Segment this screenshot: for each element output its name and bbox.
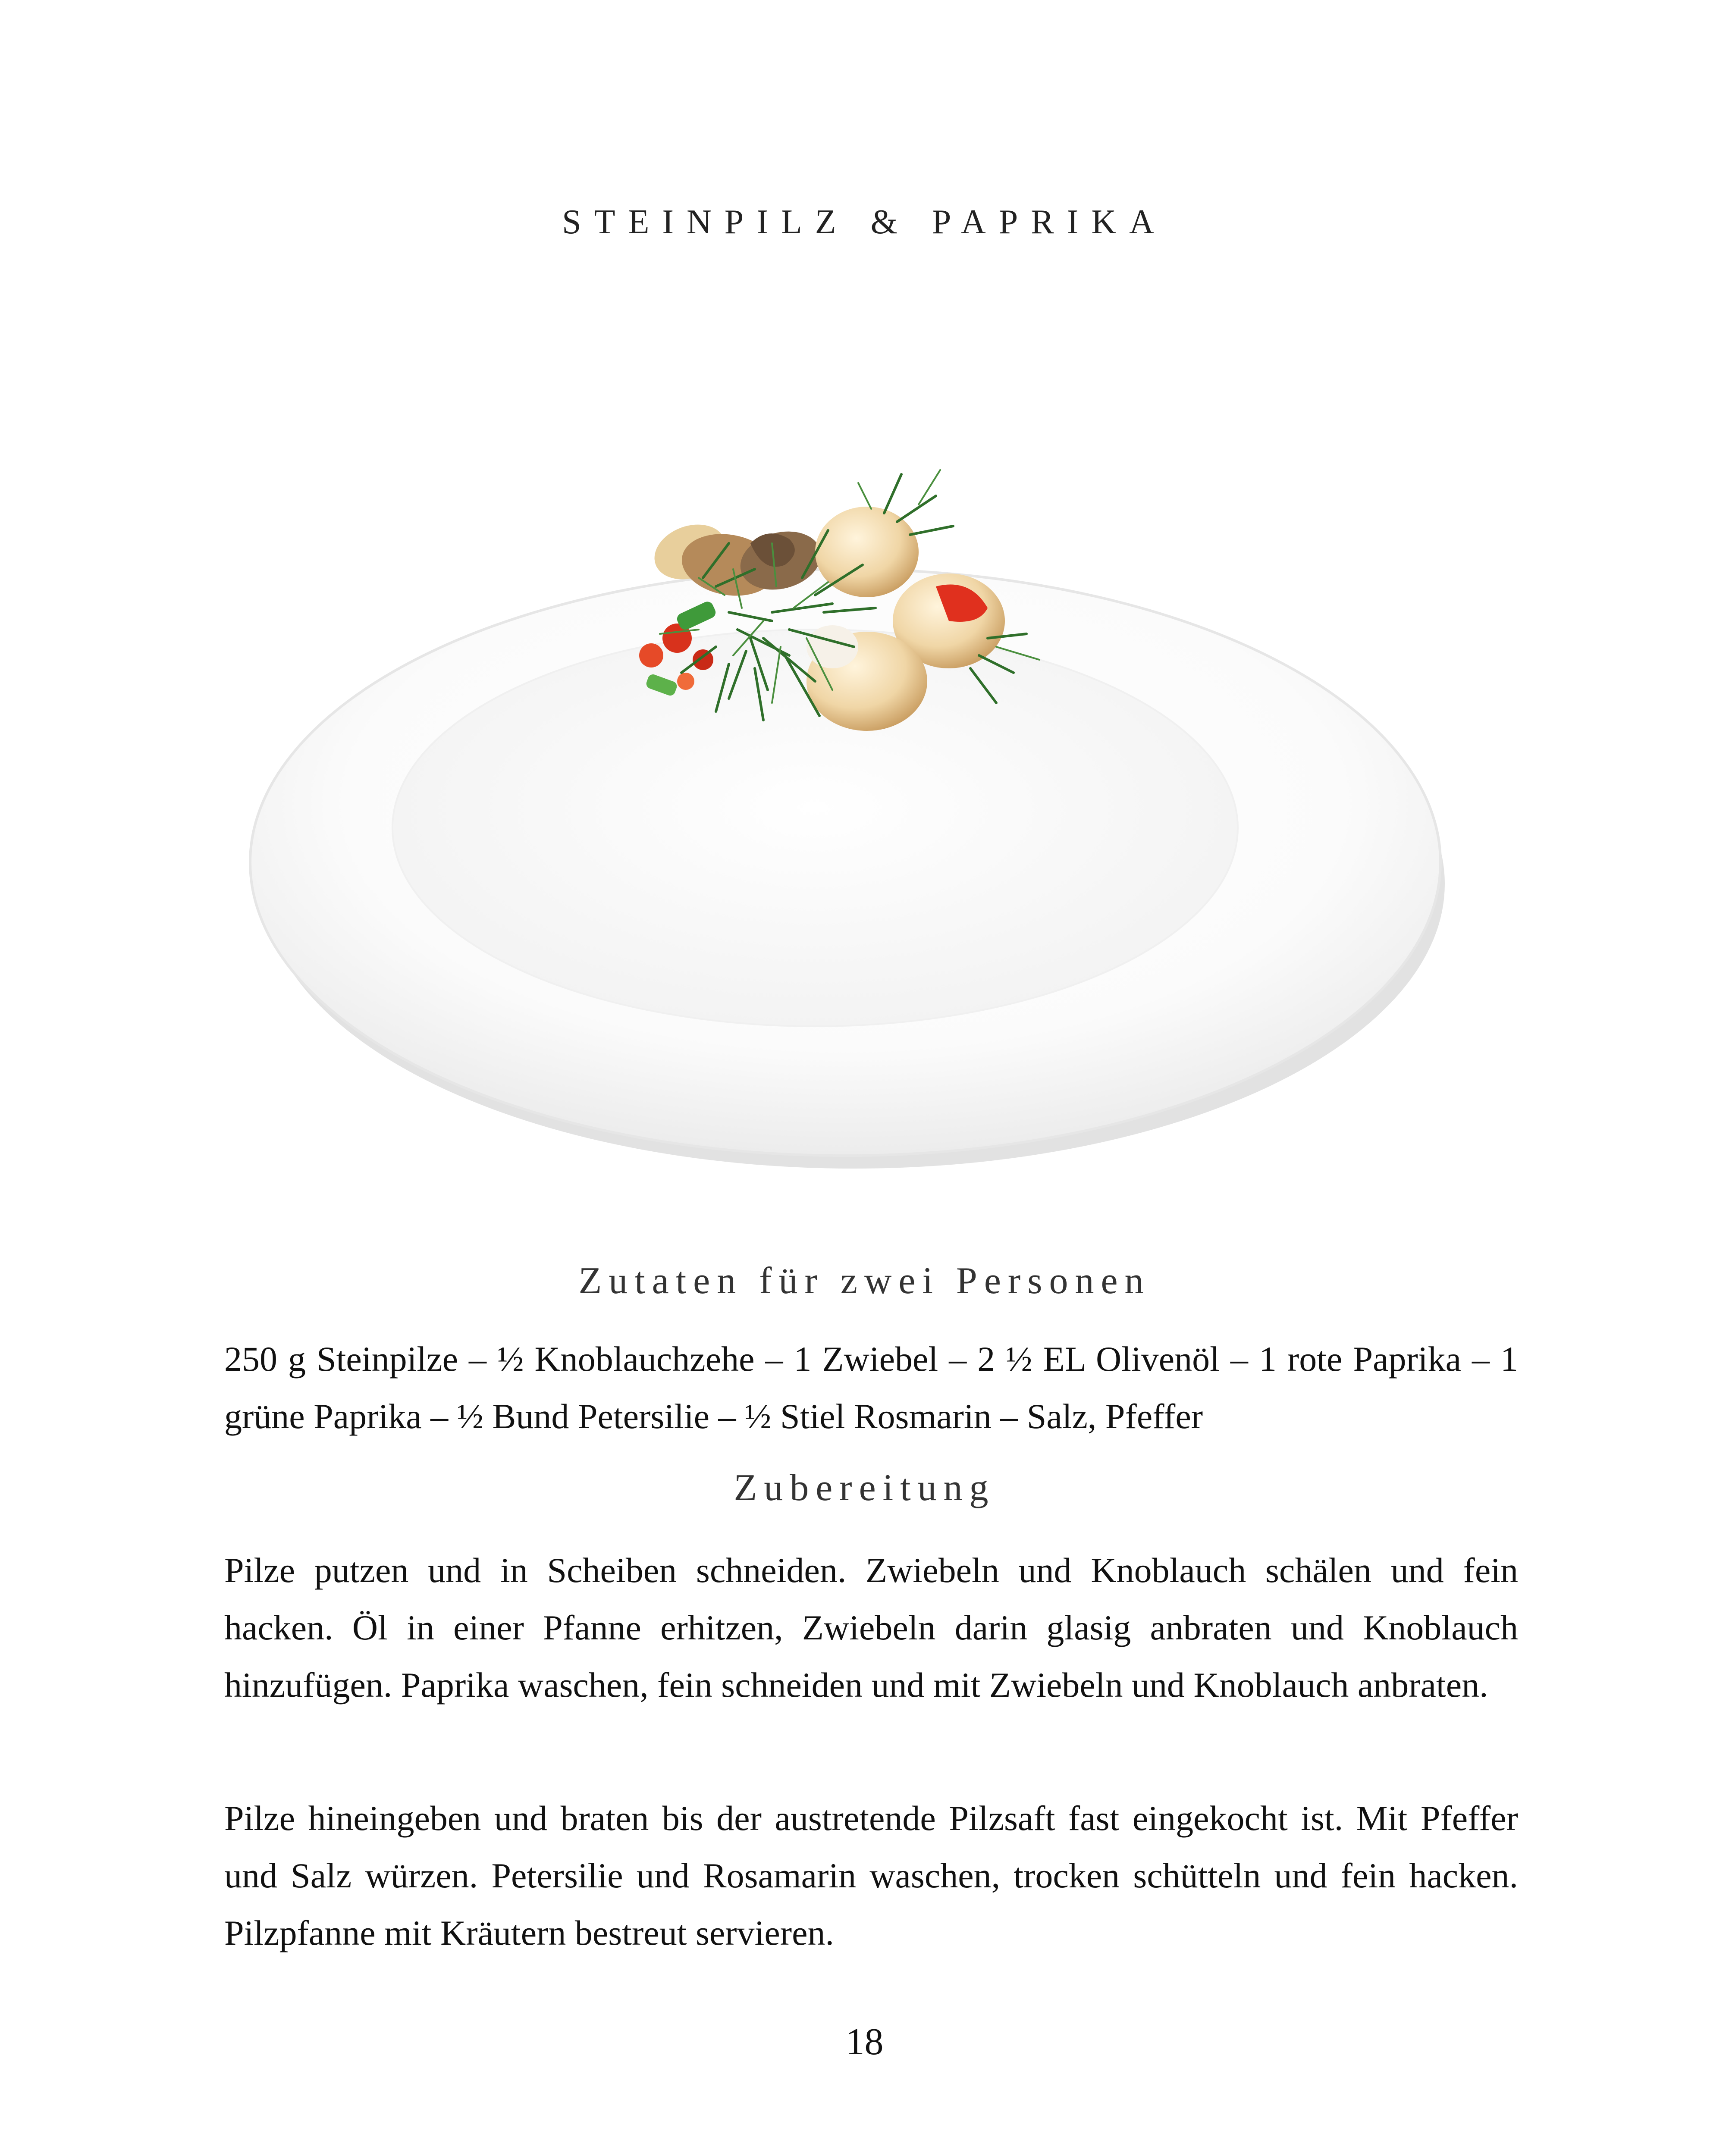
preparation-paragraph: Pilze hineingeben und braten bis der austretende Pilzsaft fast eingekocht ist. Mit Pfeffer und Salz würzen. Petersilie und Rosamarin waschen, trocken schütteln und fein hacken. Pilzpfanne mit Kräutern bestreut servieren. <box>224 1799 1518 1952</box>
preparation-heading: Zubereitung <box>734 1467 995 1509</box>
ingredients-text: 250 g Steinpilze – ½ Knoblauchzehe – 1 Zwiebel – 2 ½ EL Olivenöl – 1 rote Paprika – 1 grüne Paprika – ½ Bund Petersilie – ½ Stiel Rosmarin – Salz, Pfeffer <box>224 1339 1518 1436</box>
plate-illustration <box>220 310 1475 1212</box>
page-number: 18 <box>845 2021 884 2063</box>
recipe-title: STEINPILZ & PAPRIKA <box>562 203 1167 241</box>
ingredients-heading: Zutaten für zwei Personen <box>578 1260 1151 1302</box>
dish-photo <box>220 310 1475 1212</box>
preparation-paragraph: Pilze putzen und in Scheiben schneiden. Zwiebeln und Knoblauch schälen und fein hacken. Öl in einer Pfanne erhitzen, Zwiebeln darin glasig anbraten und Knoblauch hinzufügen. Paprika waschen, fein schneiden und mit Zwiebeln und Knoblauch anbraten. <box>224 1551 1518 1705</box>
